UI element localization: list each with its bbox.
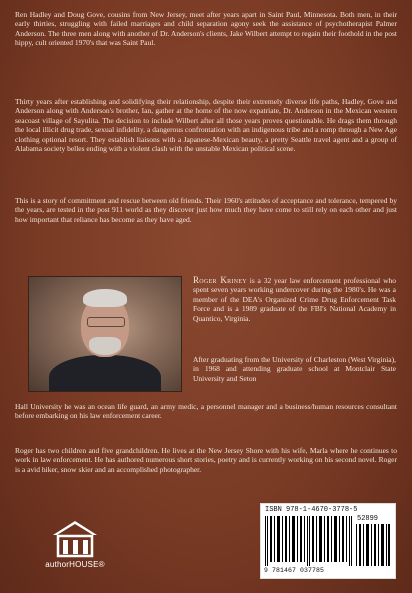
author-bio-intro xyxy=(193,276,396,323)
price-barcode-bars xyxy=(356,524,390,566)
author-bio-family: Roger has two children and five grandchildren. He lives at the New Jersey Shore with his wife, Marla where he continues to work in law enforcement. He has authored numerous short stories, poetry and is currently working on his second novel. Roger is a avid hiker, snow skier and an accomplished photographer. xyxy=(15,446,397,474)
publisher-name: authorHOUSE® xyxy=(45,560,105,569)
publisher-house-icon xyxy=(47,519,103,559)
barcode-bars xyxy=(265,516,353,566)
price-code: 52899 xyxy=(357,515,379,523)
isbn-barcode xyxy=(260,503,396,579)
author-bio-intro-text: is a 32 year law enforcement professional who spent seven years working undercover during the 1980's. He was a member of the DEA's Organized Crime Drug Enforcement Task Force and is a 1989 graduate of the FBI's National Academy in Quantico, Virginia. xyxy=(193,276,396,323)
author-bio-education: After graduating from the University of Charleston (West Virginia), in 1968 and attending graduate school at Montclair State University and Seton xyxy=(193,355,396,383)
author-bio-career: Hall University he was an ocean life guard, an army medic, a personnel manager and a business/human resources consultant before embarking on his law enforcement career. xyxy=(15,402,397,421)
author-photo xyxy=(28,276,182,392)
author-name: Roger Kriney xyxy=(193,275,247,285)
isbn-label: ISBN 978-1-4670-3778-5 xyxy=(265,506,358,514)
synopsis-paragraph-2: Thirty years after establishing and solidifying their relationship, despite their extremely diverse life paths, Hadley, Gove and Anderson along with Anderson's brother, Ian, gather at the home of the now expatriate, Dr. Anderson in the Mexican western seacoast village of Sayulita. The decision to include Wilbert after all those years proves questionable. He drags them through the local illicit drug trade, sexual infidelity, a dangerous confrontation with an indigenous tribe and a romp through a New Age clothing optional resort. They establish liaisons with a Japanese-Mexican beauty, a pretty Seattle travel agent and a group of Alabama society belles ending with a violent clash with the unstable Mexican political scene. xyxy=(15,97,397,154)
synopsis-paragraph-3: This is a story of commitment and rescue between old friends. Their 1960's attitudes of acceptance and tolerance, tempered by the years, are tested in the post 911 world as they discover just how much they have come to still rely on each other and just how important that reliance has become as they have aged. xyxy=(15,196,397,224)
publisher-logo xyxy=(30,519,120,575)
barcode-number: 9 781467 037785 xyxy=(264,567,325,574)
synopsis-paragraph-1: Ren Hadley and Doug Gove, cousins from New Jersey, meet after years apart in Saint Paul, Minnesota. Both men, in their early thirties, struggling with failed marriages and child separation agony seek the assistance of psychotherapist Palmer Anderson. The three men along with another of Dr. Anderson's clients, Jake Wilbert attempt to regain their foothold in the post hippy, cult oriented 1970's that was Saint Paul. xyxy=(15,10,397,48)
